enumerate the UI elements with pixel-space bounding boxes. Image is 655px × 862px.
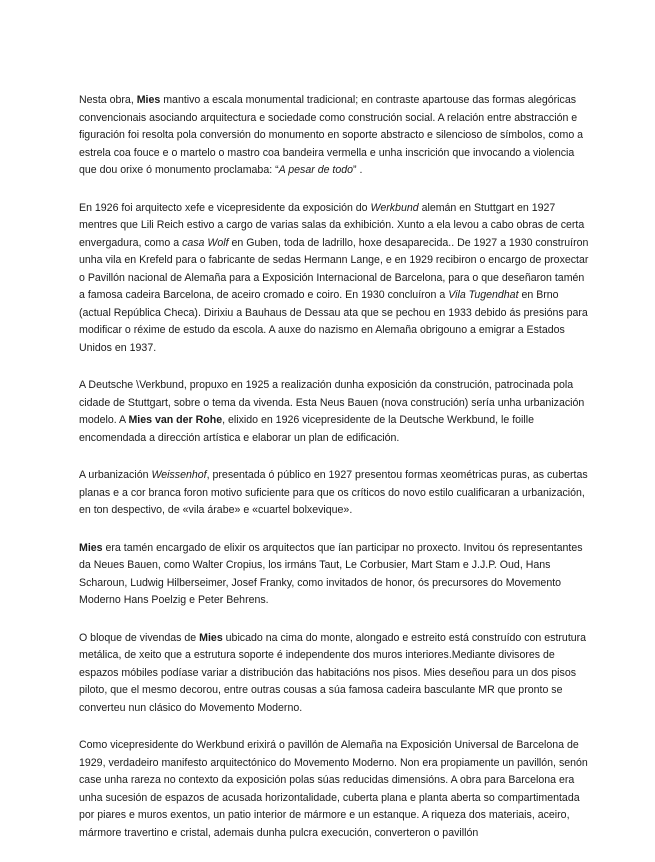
text-run: O bloque de vivendas de — [79, 631, 200, 644]
text-run: en Brno (actual República Checa). Dirixiu a Bauhaus de Dessau ata que se pechou en 1933 debido ás presións para modificar o réxime de estudo da escola. A auxe do nazismo en Alemaña obrigouno a emigrar a Estados Unidos en 1937. — [79, 289, 588, 354]
italic-text: Weissenhof — [151, 469, 207, 481]
text-run: En 1926 foi arquitecto xefe e vicepresidente da exposición do — [79, 201, 371, 214]
text-run: , elixido en 1926 vicepresidente de la Deutsche Werkbund, le foille encomendada a dirección artística e elaborar un plan de edificación. — [79, 414, 535, 444]
paragraph-p5 — [79, 540, 591, 610]
text-run: mantivo a escala monumental tradicional; en contraste apartouse das formas alegóricas convencionais asociando arquitectura e sociedade como construción social. A relación entre abstracción e figuración foi resolta pola conversión do monumento en soporte abstracto e silencioso de símbolos, como a estrela coa fouce e o martelo o mastro coa bandeira vermella e unha inscrición que invocando a violencia que dou orixe ó monumento proclamaba: “ — [79, 94, 584, 176]
paragraph-p2 — [79, 200, 591, 358]
italic-text: Vila Tugendhat — [448, 289, 519, 301]
text-run: ” . — [353, 164, 363, 176]
bold-text: Mies — [199, 631, 223, 644]
paragraph-p1 — [79, 92, 591, 180]
bold-text: Mies — [136, 94, 161, 106]
text-run: Como vicepresidente do Werkbund erixirá o pavillón de Alemaña na Exposición Universal de Barcelona de 1929, verdadeiro manifesto arquitectónico do Movemento Moderno. Non era propiamente un pavillón, senón case unha rareza no contexto da exposición polas súas reducidas dimensións. A obra para Barcelona era unha sucesión de espazos de acusada horizontalidade, cuberta plana e planta aberta so compartimentada por piares e muros exentos, un patio interior de mármore e un estanque. A riqueza dos materiais, aceiro, mármore travertino e cristal, ademais dunha pulcra execución, converteron o pavillón — [79, 739, 588, 839]
document-body — [79, 92, 591, 862]
text-run: ubicado na cima do monte, alongado e estreito está construído con estrutura metálica, de xeito que a estrutura soporte é independente dos muros interiores.Mediante divisores de espazos móbiles podíase variar a distribución das habitacións nos pisos. Mies deseñou para un dos pisos piloto, que el mesmo decorou, entre outras cousas a súa famosa cadeira basculante MR que pronto se converteu nun clásico do Movemento Moderno. — [79, 631, 587, 714]
italic-text: Werkbund — [370, 201, 419, 214]
text-run: A urbanización — [79, 469, 152, 481]
paragraph-p3 — [79, 377, 591, 447]
paragraph-p6 — [79, 630, 591, 718]
text-run: era tamén encargado de elixir os arquitectos que ían participar no proxecto. Invitou ós representantes da Neues Bauen, como Walter Cropius, los irmáns Taut, Le Corbusier, Mart Stam e J.J.P. Oud, Hans Scharoun, Ludwig Hilberseimer, Josef Franky, como invitados de honor, ós precursores do Movemento Moderno Hans Poelzig e Peter Behrens. — [79, 541, 583, 606]
text-run: A Deutsche \Verkbund, propuxo en 1925 a realización dunha exposición da construción, patrocinada pola cidade de Stuttgart, sobre o tema da vivenda. Esta Neus Bauen (nova construción) sería unha urbanización modelo. A — [79, 379, 585, 426]
text-run: alemán en Stuttgart en 1927 mentres que Lili Reich estivo a cargo de varias salas da exhibición. Xunto a ela levou a cabo obras de certa envergadura, como a — [79, 201, 585, 249]
bold-text: Mies — [79, 541, 103, 554]
paragraph-p7 — [79, 737, 591, 842]
text-run: , presentada ó público en 1927 presentou formas xeométricas puras, as cubertas planas e a cor branca foron motivo suficiente para que os críticos do novo estilo cualificaran a urbanización, en ton despectivo, de «vila árabe» e «cuartel bolxevique». — [79, 469, 588, 516]
bold-text: Mies van der Rohe — [128, 414, 223, 426]
italic-text: A pesar de todo — [278, 164, 354, 176]
text-run: en Guben, toda de ladrillo, hoxe desaparecida.. De 1927 a 1930 construíron unha vila en Krefeld para o fabricante de sedas Hermann Lange, e en 1929 recibiron o encargo de proxectar o Pavillón nacional de Alemaña para a Exposición Internacional de Barcelona, para o que deseñaron tamén a famosa cadeira Barcelona, de aceiro cromado e coiro. En 1930 concluíron a — [79, 236, 589, 301]
text-run: Nesta obra, — [79, 94, 137, 106]
italic-text: casa Wolf — [182, 236, 229, 249]
paragraph-p4 — [79, 467, 591, 520]
